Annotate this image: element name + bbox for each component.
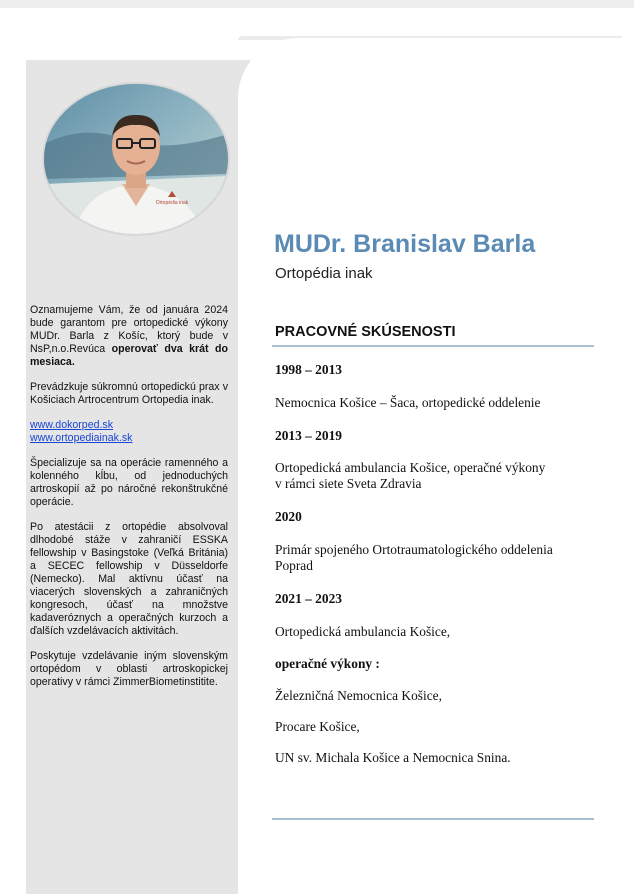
top-band (0, 0, 634, 8)
page-subtitle: Ortopédia inak (275, 265, 373, 282)
announcement-bold: operovať dva krát do mesiaca. (30, 343, 228, 368)
operations-label: operačné výkony : (275, 656, 380, 671)
announcement-text: Oznamujeme Vám, že od januára 2024 bude garantom pre ortopedické výkony MUDr. Barla z Košíc, ktorý bude v NsP,n.o.Revúca (30, 304, 228, 355)
bottom-divider (272, 818, 594, 820)
page-title: MUDr. Branislav Barla (274, 230, 536, 258)
operation-un-snina: UN sv. Michala Košice a Nemocnica Snina. (275, 750, 511, 765)
profile-photo (44, 84, 228, 234)
links-paragraph (30, 419, 228, 445)
place-poprad-2: Poprad (275, 558, 313, 573)
place-ambulancia-1b: v rámci siete Sveta Zdravia (275, 476, 422, 491)
specialization-paragraph: Špecializuje sa na operácie ramenného a kolenného kĺbu, od jednoduchých artroskopií až po náročné rekonštrukčné operácie. (30, 457, 228, 508)
announcement-paragraph (30, 304, 228, 369)
operation-procare: Procare Košice, (275, 719, 360, 734)
place-ambulancia-1: Ortopedická ambulancia Košice, operačné výkony (275, 460, 546, 475)
badge-text: Ortopédia inak (155, 200, 189, 206)
section-divider (272, 345, 594, 347)
training-paragraph: Po atestácii z ortopédie absolvoval dlhodobé stáže v zahraničí ESSKA fellowship v Basingstoke (Veľká Británia) a SECEC fellowship v Düsseldorfe (Nemecko). Mal aktívnu účasť na viacerých slovenských a zahraničných kongresoch, účasť na množstve kadaveróznych a operačných kurzoch a ďalších vzdelávacích aktivitách. (30, 521, 228, 637)
place-saca: Nemocnica Košice – Šaca, ortopedické oddelenie (275, 395, 541, 410)
place-poprad-1: Primár spojeného Ortotraumatologického oddelenia (275, 542, 553, 557)
sidebar-text (30, 304, 228, 701)
period-2021-2023: 2021 – 2023 (275, 591, 342, 606)
place-ambulancia-2: Ortopedická ambulancia Košice, (275, 624, 451, 639)
experience-heading: PRACOVNÉ SKÚSENOSTI (275, 324, 456, 340)
practice-paragraph: Prevádzkuje súkromnú ortopedickú prax v Košiciach Artrocentrum Ortopedia inak. (30, 381, 228, 406)
period-1998-2013: 1998 – 2013 (275, 362, 342, 377)
period-2013-2019: 2013 – 2019 (275, 428, 342, 443)
operation-zeleznicna: Železničná Nemocnica Košice, (275, 688, 442, 703)
period-2020: 2020 (275, 509, 302, 524)
portrait-illustration (44, 84, 228, 234)
link-dokorped[interactable]: www.dokorped.sk (30, 419, 114, 431)
education-paragraph: Poskytuje vzdelávanie iným slovenským ortopédom v oblasti artroskopickej operativy v rámci ZimmerBiometinstitite. (30, 650, 228, 688)
link-ortopediainak[interactable]: www.ortopediainak.sk (30, 432, 133, 444)
